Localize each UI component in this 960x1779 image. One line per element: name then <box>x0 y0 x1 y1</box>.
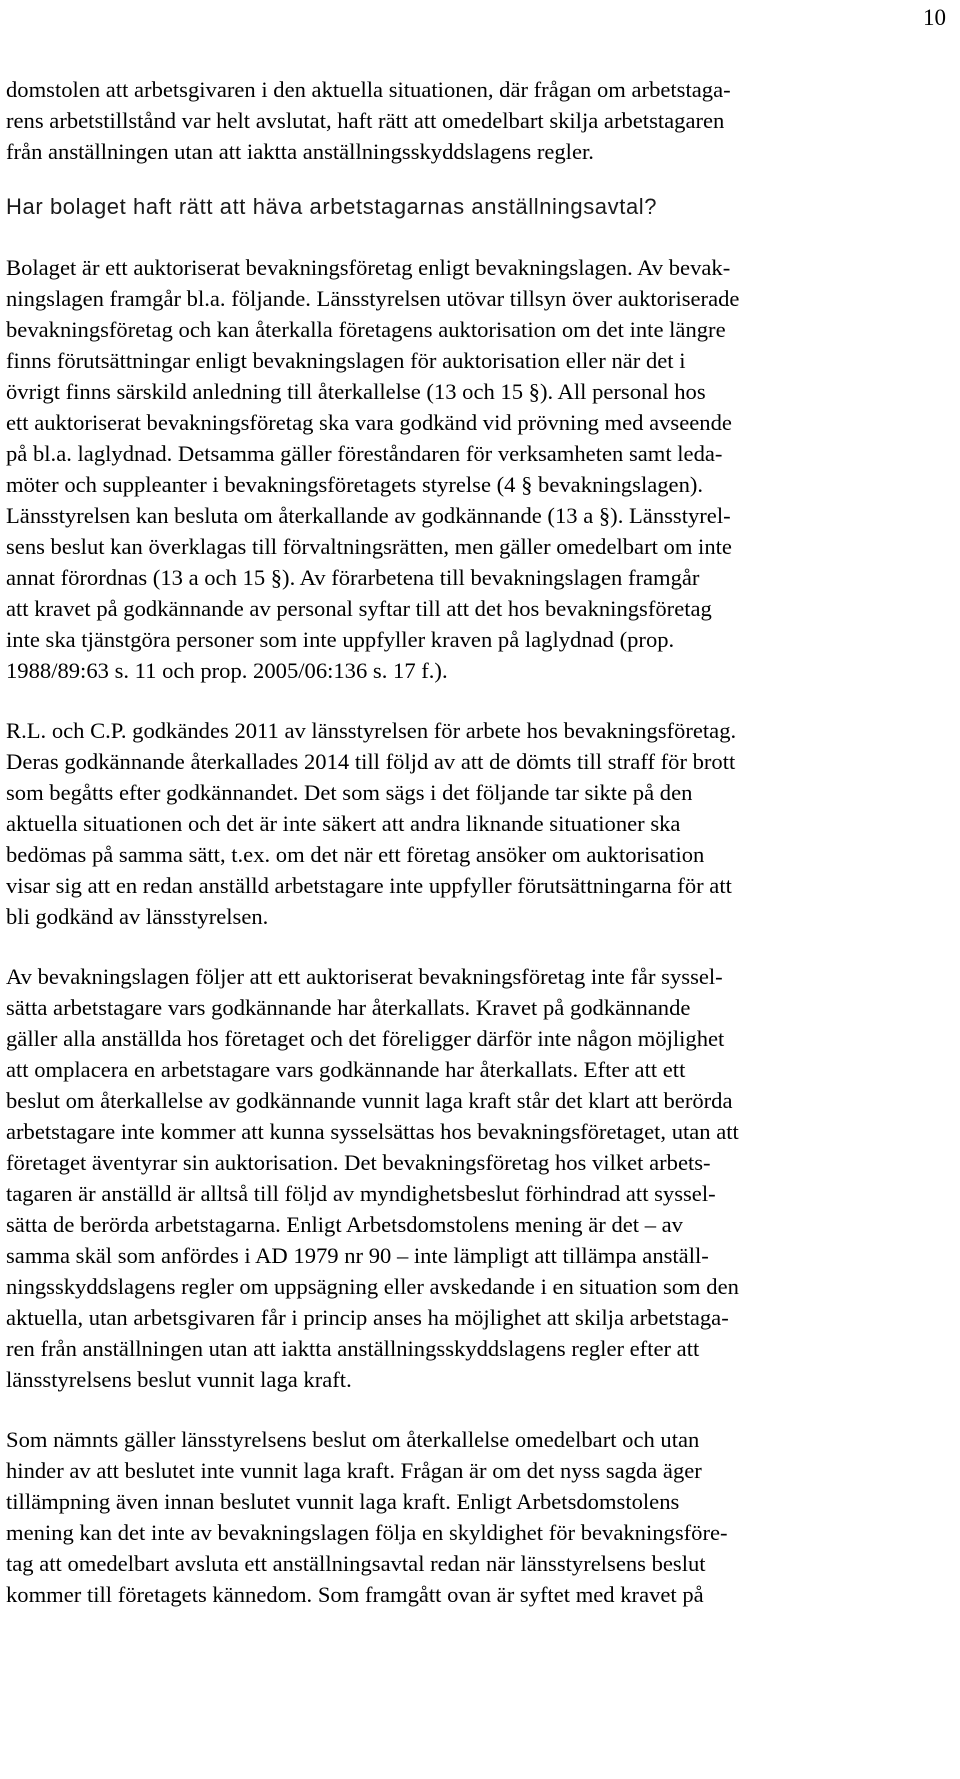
text-line: ningsskyddslagens regler om uppsägning eller avskedande i en situation som den <box>6 1274 739 1299</box>
text-line: arbetstagare inte kommer att kunna sysselsättas hos bevakningsföretaget, utan att <box>6 1119 739 1144</box>
text-line: möter och suppleanter i bevakningsföretagets styrelse (4 § bevakningslagen). <box>6 472 704 497</box>
text-line: annat förordnas (13 a och 15 §). Av förarbetena till bevakningslagen framgår <box>6 565 700 590</box>
text-line: samma skäl som anfördes i AD 1979 nr 90 – inte lämpligt att tillämpa anställ- <box>6 1243 709 1268</box>
text-line: mening kan det inte av bevakningslagen följa en skyldighet för bevakningsföre- <box>6 1520 728 1545</box>
text-line: ningslagen framgår bl.a. följande. Länsstyrelsen utövar tillsyn över auktoriserade <box>6 286 740 311</box>
text-line: Deras godkännande återkallades 2014 till följd av att de dömts till straff för brott <box>6 749 736 774</box>
text-line: sätta de berörda arbetstagarna. Enligt Arbetsdomstolens mening är det – av <box>6 1212 683 1237</box>
text-line: tag att omedelbart avsluta ett anställningsavtal redan när länsstyrelsens beslut <box>6 1551 706 1576</box>
text-line: 1988/89:63 s. 11 och prop. 2005/06:136 s. 17 f.). <box>6 658 448 683</box>
text-line: som begåtts efter godkännandet. Det som sägs i det följande tar sikte på den <box>6 780 693 805</box>
text-line: bedömas på samma sätt, t.ex. om det när ett företag ansöker om auktorisation <box>6 842 705 867</box>
text-line: övrigt finns särskild anledning till återkallelse (13 och 15 §). All personal hos <box>6 379 706 404</box>
page-number: 10 <box>923 5 946 30</box>
text-line: tillämpning även innan beslutet vunnit laga kraft. Enligt Arbetsdomstolens <box>6 1489 680 1514</box>
text-line: Av bevakningslagen följer att ett auktoriserat bevakningsföretag inte får syssel- <box>6 964 723 989</box>
text-line: bli godkänd av länsstyrelsen. <box>6 904 269 929</box>
text-line: länsstyrelsens beslut vunnit laga kraft. <box>6 1367 352 1392</box>
text-line: företaget äventyrar sin auktorisation. Det bevakningsföretag hos vilket arbets- <box>6 1150 711 1175</box>
text-line: Som nämnts gäller länsstyrelsens beslut om återkallelse omedelbart och utan <box>6 1427 700 1452</box>
text-line: kommer till företagets kännedom. Som framgått ovan är syftet med kravet på <box>6 1582 704 1607</box>
text-line: domstolen att arbetsgivaren i den aktuella situationen, där frågan om arbetstaga- <box>6 77 731 102</box>
section-heading: Har bolaget haft rätt att häva arbetstagarnas anställningsavtal? <box>6 194 658 219</box>
text-line: aktuella situationen och det är inte säkert att andra liknande situationer ska <box>6 811 681 836</box>
text-line: beslut om återkallelse av godkännande vunnit laga kraft står det klart att berörda <box>6 1088 733 1113</box>
text-line: rens arbetstillstånd var helt avslutat, haft rätt att omedelbart skilja arbetstagaren <box>6 108 725 133</box>
text-line: visar sig att en redan anställd arbetstagare inte uppfyller förutsättningarna för att <box>6 873 732 898</box>
text-line: bevakningsföretag och kan återkalla företagens auktorisation om det inte längre <box>6 317 726 342</box>
text-line: ett auktoriserat bevakningsföretag ska vara godkänd vid prövning med avseende <box>6 410 732 435</box>
text-line: Bolaget är ett auktoriserat bevakningsföretag enligt bevakningslagen. Av bevak- <box>6 255 731 280</box>
text-line: R.L. och C.P. godkändes 2011 av länsstyrelsen för arbete hos bevakningsföretag. <box>6 718 737 743</box>
text-line: på bl.a. laglydnad. Detsamma gäller föreståndaren för verksamheten samt leda- <box>6 441 723 466</box>
text-line: att kravet på godkännande av personal syftar till att det hos bevakningsföretag <box>6 596 712 621</box>
text-line: Länsstyrelsen kan besluta om återkallande av godkännande (13 a §). Länsstyrel- <box>6 503 731 528</box>
text-line: inte ska tjänstgöra personer som inte uppfyller kraven på laglydnad (prop. <box>6 627 675 652</box>
text-line: ren från anställningen utan att iaktta anställningsskyddslagens regler efter att <box>6 1336 700 1361</box>
text-line: från anställningen utan att iaktta anställningsskyddslagens regler. <box>6 139 594 164</box>
text-line: att omplacera en arbetstagare vars godkännande har återkallats. Efter att ett <box>6 1057 686 1082</box>
text-line: sätta arbetstagare vars godkännande har återkallats. Kravet på godkännande <box>6 995 691 1020</box>
text-line: finns förutsättningar enligt bevakningslagen för auktorisation eller när det i <box>6 348 686 373</box>
text-line: gäller alla anställda hos företaget och det föreligger därför inte någon möjlighet <box>6 1026 725 1051</box>
text-line: sens beslut kan överklagas till förvaltningsrätten, men gäller omedelbart om inte <box>6 534 732 559</box>
text-line: aktuella, utan arbetsgivaren får i princip anses ha möjlighet att skilja arbetstaga- <box>6 1305 729 1330</box>
text-line: hinder av att beslutet inte vunnit laga kraft. Frågan är om det nyss sagda äger <box>6 1458 702 1483</box>
text-line: tagaren är anställd är alltså till följd av myndighetsbeslut förhindrad att syssel- <box>6 1181 716 1206</box>
